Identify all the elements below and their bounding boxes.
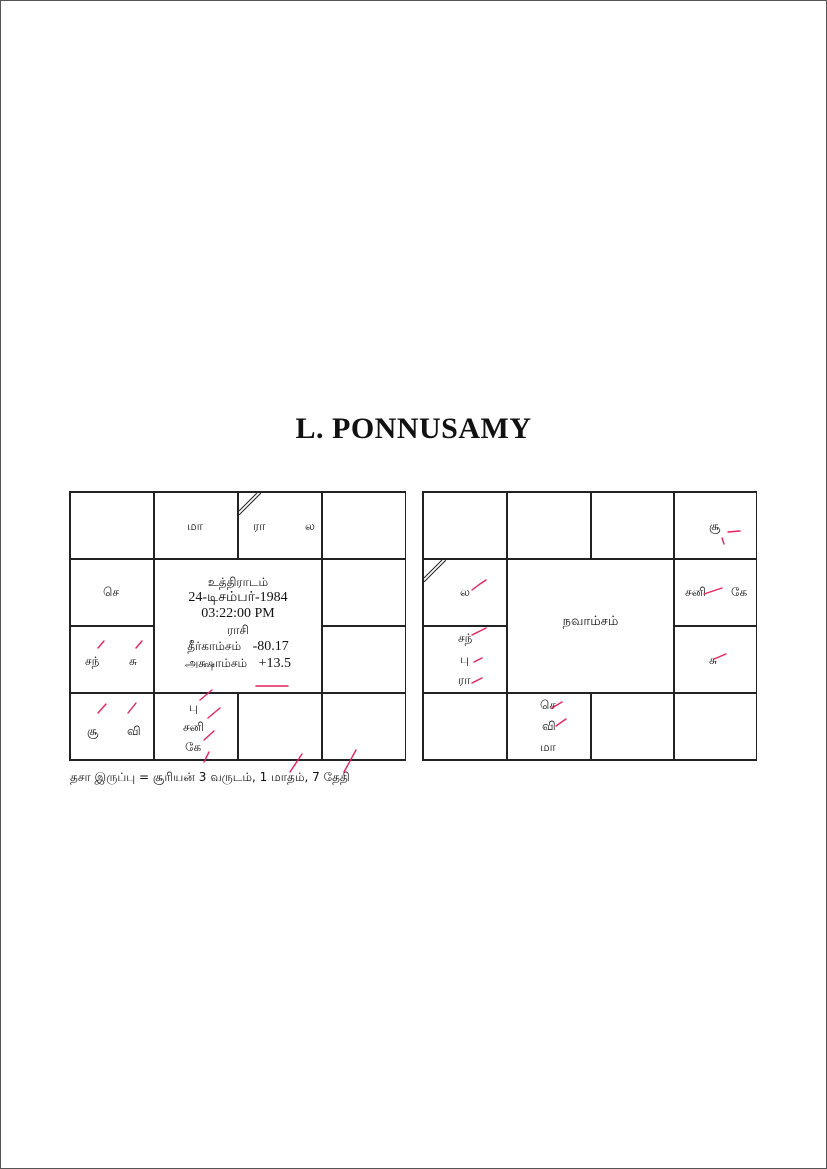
planet-label: செ xyxy=(103,585,119,599)
planet-label: சனி xyxy=(685,585,706,599)
rasi-house-bottom-4 xyxy=(322,693,406,760)
person-name: L. PONNUSAMY xyxy=(295,412,532,445)
navamsa-house-left-2 xyxy=(423,559,507,626)
navamsa-house-bottom-4 xyxy=(674,693,757,760)
latitude-row xyxy=(155,655,321,672)
rasi-house-bottom-3 xyxy=(238,693,322,760)
birth-time: 03:22:00 PM xyxy=(201,606,275,621)
navamsa-house-bottom-2 xyxy=(507,693,591,760)
planet-label: வி xyxy=(542,719,556,733)
planet-label: பு xyxy=(460,652,469,666)
rasi-house-bottom-2 xyxy=(154,693,238,760)
navamsa-house-top-1 xyxy=(423,492,507,559)
planet-label: ல xyxy=(460,585,470,599)
lagna-marker-icon xyxy=(239,493,261,515)
rasi-house-left-2 xyxy=(70,559,154,626)
planet-label: கே xyxy=(185,740,202,754)
latitude-value: +13.5 xyxy=(258,656,292,671)
planet-label: சந் xyxy=(458,631,473,645)
navamsa-house-top-2 xyxy=(507,492,591,559)
rasi-chart xyxy=(69,491,406,761)
navamsa-house-right-2 xyxy=(674,559,757,626)
planet-label: பு xyxy=(189,700,198,714)
nakshatra: உத்திராடம் xyxy=(207,575,269,589)
navamsa-house-left-3 xyxy=(423,626,507,693)
planet-label: கே xyxy=(731,585,748,599)
lagna-marker-icon xyxy=(424,560,446,582)
planet-label: ரா xyxy=(458,673,471,687)
rasi-chart-title: ராசி xyxy=(227,623,249,637)
planet-label: சந் xyxy=(85,654,100,668)
latitude-label: அக்ஷாம்சம் xyxy=(184,656,248,670)
planet-label: மா xyxy=(187,519,203,533)
longitude-value: -80.17 xyxy=(252,639,289,654)
rasi-house-top-1 xyxy=(70,492,154,559)
rasi-house-top-4 xyxy=(322,492,406,559)
rasi-center-info xyxy=(154,559,322,693)
dasa-balance: தசா இருப்பு = சூரியன் 3 வருடம், 1 மாதம், 7 தேதி xyxy=(70,770,350,784)
planet-label: சூ xyxy=(87,724,99,738)
longitude-row xyxy=(155,638,321,655)
planet-label: செ xyxy=(540,698,556,712)
navamsa-house-bottom-1 xyxy=(423,693,507,760)
planet-label: வி xyxy=(127,724,141,738)
navamsa-chart xyxy=(422,491,757,761)
rasi-house-top-3 xyxy=(238,492,322,559)
navamsa-center xyxy=(507,559,674,693)
navamsa-house-top-3 xyxy=(591,492,674,559)
navamsa-house-top-4 xyxy=(674,492,757,559)
planet-label: சு xyxy=(129,654,137,668)
navamsa-house-right-3 xyxy=(674,626,757,693)
planet-label: சூ xyxy=(709,519,721,533)
birth-date: 24-டிசம்பர்-1984 xyxy=(188,590,288,605)
longitude-label: தீர்காம்சம் xyxy=(187,639,242,653)
rasi-house-right-2 xyxy=(322,559,406,626)
rasi-house-top-2 xyxy=(154,492,238,559)
planet-label: சு xyxy=(709,653,717,667)
rasi-house-left-3 xyxy=(70,626,154,693)
navamsa-house-bottom-3 xyxy=(591,693,674,760)
planet-label: ல xyxy=(305,519,315,533)
rasi-house-bottom-1 xyxy=(70,693,154,760)
planet-label: மா xyxy=(540,740,556,754)
planet-label: சனி xyxy=(183,720,204,734)
rasi-house-right-3 xyxy=(322,626,406,693)
planet-label: ரா xyxy=(253,519,266,533)
navamsa-chart-title: நவாம்சம் xyxy=(562,614,619,629)
